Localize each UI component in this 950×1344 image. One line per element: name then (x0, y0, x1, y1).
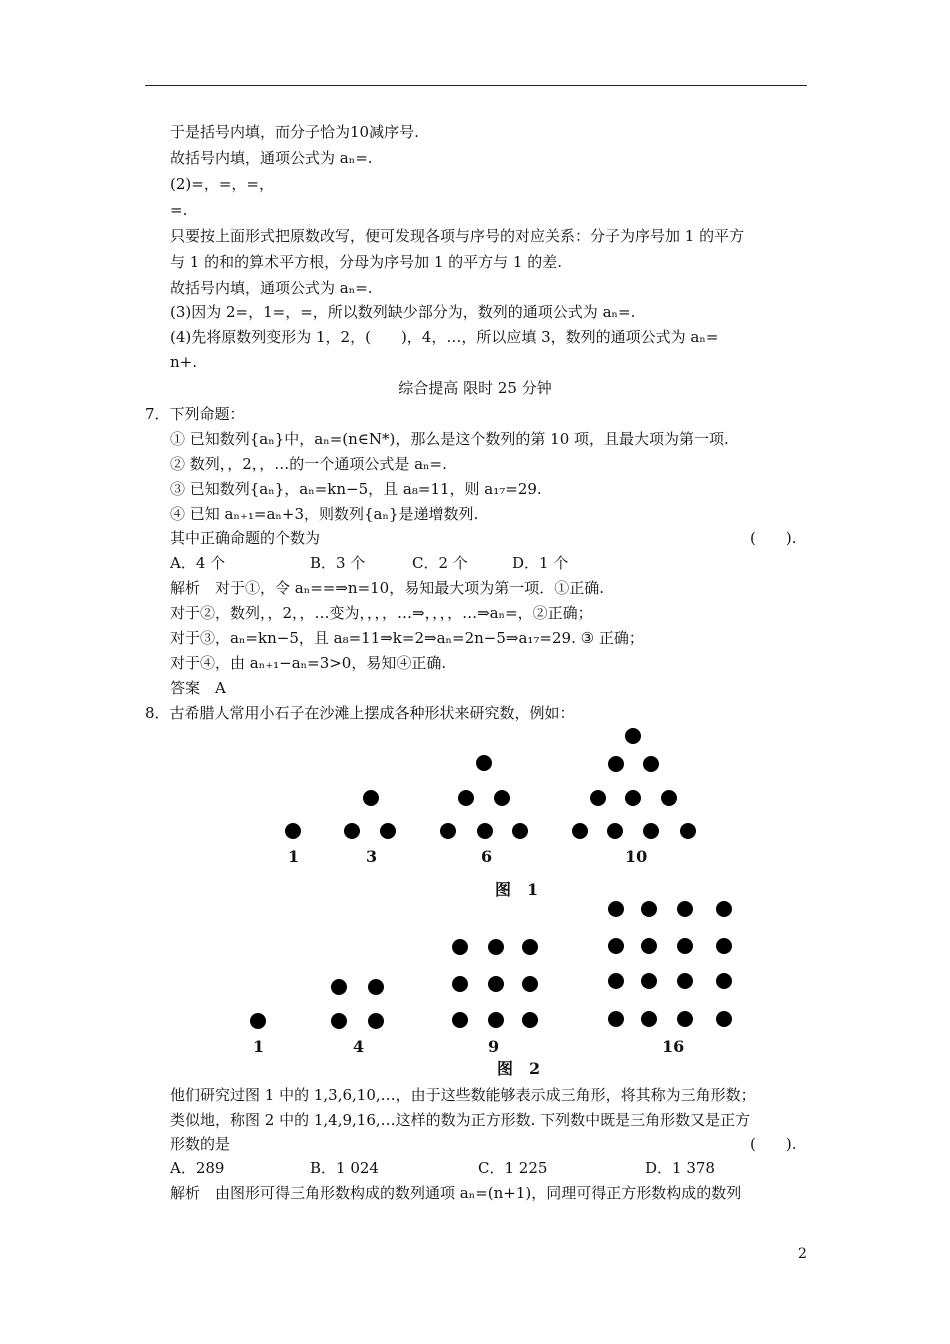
text-line: (2)=，=，=， (170, 175, 274, 193)
figure-1-number: 3 (366, 847, 378, 866)
pebble-dot (608, 973, 624, 989)
pebble-dot (677, 973, 693, 989)
pebble-dot (344, 823, 360, 839)
pebble-dot (494, 790, 510, 806)
pebble-dot (250, 1013, 266, 1029)
pebble-dot (522, 939, 538, 955)
text-line: n+. (170, 353, 197, 371)
text-line: =. (170, 201, 188, 219)
pebble-dot (677, 901, 693, 917)
figure-1-number: 6 (481, 847, 493, 866)
text-line: 只要按上面形式把原数改写，便可发现各项与序号的对应关系：分子为序号加 1 的平方 (170, 227, 745, 245)
text-line: 形数的是 (170, 1135, 231, 1153)
answer-paren: ( ). (750, 529, 797, 547)
pebble-dot (512, 823, 528, 839)
pebble-dot (677, 1011, 693, 1027)
pebble-dot (661, 790, 677, 806)
pebble-dot (641, 938, 657, 954)
pebble-dot (380, 823, 396, 839)
question-7: 7．下列命题： (145, 405, 245, 423)
pebble-dot (477, 823, 493, 839)
statement-3: ③ 已知数列{aₙ}，aₙ=kn−5，且 a₈=11，则 a₁₇=29. (170, 480, 542, 498)
pebble-dot (368, 1013, 384, 1029)
pebble-dot (680, 823, 696, 839)
figure-2-number: 4 (353, 1037, 365, 1056)
figure-1-number: 1 (288, 847, 300, 866)
pebble-dot (363, 790, 379, 806)
text-line: 他们研究过图 1 中的 1,3,6,10,…，由于这些数能够表示成三角形，将其称为三角形数； (170, 1086, 756, 1104)
pebble-dot (716, 901, 732, 917)
page-number: 2 (798, 1246, 807, 1262)
pebble-dot (641, 901, 657, 917)
pebble-dot (476, 755, 492, 771)
answer-paren: ( ). (750, 1135, 797, 1153)
pebble-dot (607, 823, 623, 839)
answer-line: 答案 A (170, 679, 226, 697)
pebble-dot (641, 1011, 657, 1027)
analysis-line: 解析 由图形可得三角形数构成的数列通项 aₙ=(n+1)，同理可得正方形数构成的数列 (170, 1184, 742, 1202)
option-b: B．1 024 (310, 1159, 379, 1177)
figure-2-number: 16 (662, 1037, 685, 1056)
statement-1: ① 已知数列{aₙ}中，aₙ=(n∈N*)，那么是这个数列的第 10 项，且最大项为第一项. (170, 430, 729, 448)
figure-2-number: 9 (488, 1037, 500, 1056)
question-8: 8．古希腊人常用小石子在沙滩上摆成各种形状来研究数，例如： (145, 704, 575, 722)
pebble-dot (440, 823, 456, 839)
figure-1-caption: 图 1 (495, 880, 539, 899)
text-line: (4)先将原数列变形为 1，2，( )，4，…，所以应填 3，数列的通项公式为 aₙ= (170, 328, 719, 346)
pebble-dot (716, 973, 732, 989)
header-rule (145, 85, 807, 86)
question-prompt: 其中正确命题的个数为 (170, 529, 321, 547)
pebble-dot (488, 939, 504, 955)
pebble-dot (590, 790, 606, 806)
pebble-dot (608, 938, 624, 954)
pebble-dot (368, 979, 384, 995)
pebble-dot (716, 1011, 732, 1027)
pebble-dot (608, 901, 624, 917)
pebble-dot (452, 939, 468, 955)
pebble-dot (488, 976, 504, 992)
figure-1-number: 10 (625, 847, 648, 866)
figure-2-number: 1 (253, 1037, 265, 1056)
text-line: 故括号内填，通项公式为 aₙ=. (170, 149, 373, 167)
pebble-dot (716, 938, 732, 954)
statement-4: ④ 已知 aₙ₊₁=aₙ+3，则数列{aₙ}是递增数列. (170, 505, 479, 523)
option-a: A．289 (170, 1159, 225, 1177)
section-heading: 综合提高 限时 25 分钟 (398, 379, 552, 397)
option-d: D．1 个 (512, 554, 569, 572)
analysis-line: 对于②，数列，，2，，…变为，，，，…⇒，，，，…⇒aₙ=，②正确； (170, 604, 593, 622)
text-line: 于是括号内填，而分子恰为10减序号. (170, 123, 419, 141)
pebble-dot (608, 756, 624, 772)
analysis-line: 对于④，由 aₙ₊₁−aₙ=3>0，易知④正确. (170, 654, 447, 672)
pebble-dot (331, 1013, 347, 1029)
pebble-dot (488, 1012, 504, 1028)
analysis-line: 对于③，aₙ=kn−5，且 a₈=11⇒k=2⇒aₙ=2n−5⇒a₁₇=29. ③ 正确； (170, 629, 644, 647)
pebble-dot (641, 973, 657, 989)
pebble-dot (452, 976, 468, 992)
text-line: 故括号内填，通项公式为 aₙ=. (170, 279, 373, 297)
pebble-dot (522, 1012, 538, 1028)
pebble-dot (285, 823, 301, 839)
option-d: D．1 378 (645, 1159, 715, 1177)
text-line: 与 1 的和的算术平方根，分母为序号加 1 的平方与 1 的差. (170, 253, 563, 271)
pebble-dot (458, 790, 474, 806)
text-line: (3)因为 2=，1=，=，所以数列缺少部分为，数列的通项公式为 aₙ=. (170, 303, 636, 321)
option-b: B．3 个 (310, 554, 366, 572)
pebble-dot (522, 976, 538, 992)
text-line: 类似地，称图 2 中的 1,4,9,16,…这样的数为正方形数. 下列数中既是三角形数又是正方 (170, 1111, 751, 1129)
pebble-dot (643, 823, 659, 839)
statement-2: ② 数列，，2，，…的一个通项公式是 aₙ=. (170, 455, 447, 473)
pebble-dot (625, 790, 641, 806)
option-a: A．4 个 (170, 554, 226, 572)
option-c: C．1 225 (478, 1159, 548, 1177)
pebble-dot (643, 756, 659, 772)
option-c: C．2 个 (412, 554, 468, 572)
pebble-dot (677, 938, 693, 954)
pebble-dot (608, 1011, 624, 1027)
figure-2-caption: 图 2 (497, 1059, 541, 1078)
pebble-dot (452, 1012, 468, 1028)
analysis-line: 解析 对于①，令 aₙ==⇒n=10，易知最大项为第一项．①正确. (170, 579, 604, 597)
pebble-dot (572, 823, 588, 839)
pebble-dot (331, 979, 347, 995)
pebble-dot (625, 728, 641, 744)
